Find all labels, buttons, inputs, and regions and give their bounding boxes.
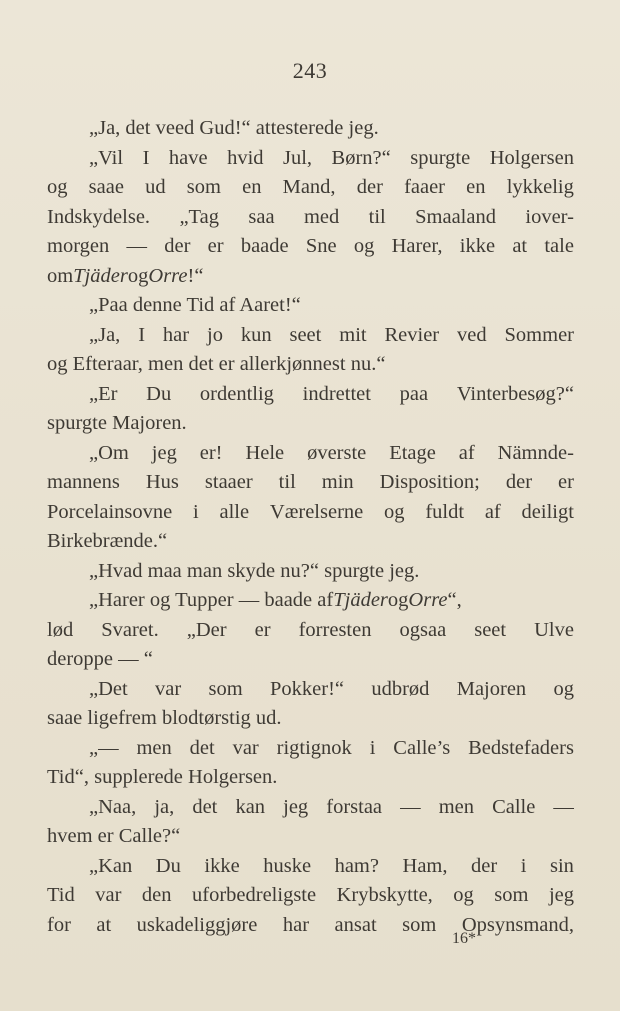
text-line bbox=[47, 763, 574, 793]
word: af bbox=[458, 441, 475, 464]
word: mannens bbox=[47, 471, 120, 493]
word: Jul, bbox=[283, 146, 313, 169]
word: Værelserne bbox=[269, 500, 364, 523]
text-line bbox=[47, 911, 574, 941]
word: huske bbox=[263, 854, 312, 877]
word: — bbox=[126, 235, 147, 257]
word: kan bbox=[235, 795, 266, 818]
word: Tid bbox=[47, 884, 75, 906]
word: var bbox=[232, 736, 259, 759]
word: alle bbox=[219, 500, 250, 523]
word: for bbox=[47, 913, 71, 936]
word: men bbox=[136, 736, 172, 759]
word: Sommer bbox=[504, 323, 574, 346]
text-line bbox=[47, 675, 574, 705]
word: spurgte bbox=[410, 146, 471, 169]
word: faaer bbox=[404, 176, 446, 198]
text-line bbox=[47, 144, 574, 174]
word: Calle’s bbox=[393, 736, 451, 759]
page-number: 243 bbox=[292, 58, 328, 83]
word: Nämnde- bbox=[497, 441, 574, 464]
text-segment-italic: Tjäder bbox=[73, 264, 128, 287]
text-line bbox=[47, 232, 574, 262]
word: Smaaland bbox=[415, 205, 496, 228]
word: fuldt bbox=[425, 500, 465, 523]
word: iover- bbox=[525, 205, 574, 228]
word: Sne bbox=[305, 235, 337, 257]
word: mit bbox=[339, 323, 367, 346]
word: og bbox=[384, 500, 405, 523]
word: Hus bbox=[145, 471, 179, 493]
body-text bbox=[47, 114, 574, 940]
word: og bbox=[453, 884, 474, 906]
word: Disposition; bbox=[379, 471, 480, 493]
word: som bbox=[494, 884, 529, 906]
text-line bbox=[47, 734, 574, 764]
word: Du bbox=[155, 854, 181, 877]
word: forstaa bbox=[326, 795, 383, 818]
word: Harer, bbox=[391, 235, 443, 257]
word: Calle bbox=[492, 795, 536, 818]
text-line bbox=[47, 409, 574, 439]
word: Svaret. bbox=[101, 618, 159, 641]
text-segment: og bbox=[387, 589, 409, 611]
word: har bbox=[162, 323, 190, 346]
word: er! bbox=[199, 441, 223, 464]
word: til bbox=[368, 205, 386, 228]
text-segment: „Ja, det veed Gud!“ attesterede jeg. bbox=[89, 117, 379, 139]
word: som bbox=[402, 913, 437, 936]
word: indrettet bbox=[302, 382, 371, 405]
word: det bbox=[192, 795, 218, 818]
word: „Vil bbox=[89, 146, 124, 169]
word: „— bbox=[89, 736, 119, 759]
signature-mark: 16* bbox=[452, 930, 476, 947]
word: Pokker!“ bbox=[270, 677, 345, 700]
word: I bbox=[138, 323, 146, 346]
word: Mand, bbox=[282, 176, 336, 198]
word: „Kan bbox=[89, 854, 133, 877]
word: ved bbox=[457, 323, 487, 346]
word: der bbox=[471, 854, 498, 877]
text-segment: Tid“, supplerede Holgersen. bbox=[47, 766, 278, 788]
word: der bbox=[164, 235, 191, 257]
word: er bbox=[558, 471, 574, 493]
word: ikke bbox=[204, 854, 240, 877]
word: I bbox=[142, 146, 150, 169]
word: Majoren bbox=[456, 677, 527, 700]
word: var bbox=[155, 677, 182, 700]
word: staaer bbox=[204, 471, 253, 493]
word: Etage bbox=[389, 441, 436, 464]
word: den bbox=[141, 884, 172, 906]
word: jeg bbox=[548, 884, 574, 906]
text-line bbox=[47, 173, 574, 203]
text-segment: “, bbox=[447, 589, 462, 611]
word: Porcelainsovne bbox=[47, 500, 173, 523]
word: som bbox=[208, 677, 243, 700]
text-segment: og Efteraar, men det er allerkjønnest nu.“ bbox=[47, 353, 386, 375]
word: er bbox=[207, 235, 224, 257]
word: forresten bbox=[298, 618, 372, 641]
text-line bbox=[47, 291, 574, 321]
word: saa bbox=[248, 205, 275, 228]
word: i bbox=[193, 500, 199, 523]
word: hvid bbox=[227, 146, 264, 169]
text-line bbox=[47, 793, 574, 823]
text-segment: „Hvad maa man skyde nu?“ spurgte jeg. bbox=[89, 559, 420, 582]
word: i bbox=[520, 854, 527, 877]
word: med bbox=[303, 205, 340, 228]
word: Revier bbox=[384, 323, 440, 346]
text-segment: „Paa denne Tid af Aaret!“ bbox=[89, 294, 301, 316]
word: en bbox=[466, 176, 486, 198]
word: Holgersen bbox=[489, 146, 574, 169]
word: af bbox=[484, 500, 501, 523]
word: i bbox=[369, 736, 376, 759]
word: der bbox=[505, 471, 533, 493]
word: ogsaa bbox=[399, 618, 447, 641]
text-line bbox=[47, 822, 574, 852]
word: morgen bbox=[47, 235, 110, 257]
word: saae bbox=[88, 176, 124, 198]
text-line bbox=[47, 881, 574, 911]
word: „Naa, bbox=[89, 795, 137, 818]
word: Bedstefaders bbox=[468, 736, 574, 759]
word: „Det bbox=[89, 677, 128, 700]
text-segment: saae ligefrem blodtørstig ud. bbox=[47, 707, 282, 729]
word: deiligt bbox=[521, 500, 574, 523]
text-segment: spurgte Majoren. bbox=[47, 412, 187, 434]
word: og bbox=[47, 176, 68, 198]
word: jeg bbox=[283, 795, 309, 818]
word: har bbox=[282, 913, 310, 936]
text-line bbox=[47, 114, 574, 144]
text-line bbox=[47, 852, 574, 882]
word: ja, bbox=[154, 795, 175, 818]
text-segment: deroppe — “ bbox=[47, 648, 153, 670]
word: lykkelig bbox=[506, 176, 574, 198]
word: var bbox=[95, 884, 122, 906]
text-line bbox=[47, 439, 574, 469]
word: baade bbox=[240, 235, 289, 257]
word: til bbox=[278, 471, 296, 493]
word: Ham, bbox=[402, 854, 448, 877]
text-segment-italic: Tjäder bbox=[333, 589, 388, 611]
word: der bbox=[356, 176, 383, 198]
text-segment: om bbox=[47, 264, 74, 287]
word: men bbox=[438, 795, 474, 818]
text-line bbox=[47, 468, 574, 498]
word: udbrød bbox=[371, 677, 430, 700]
text-segment: Birkebrænde.“ bbox=[47, 530, 168, 552]
word: seet bbox=[474, 618, 507, 641]
word: Indskydelse. bbox=[47, 205, 151, 228]
word: ansat bbox=[334, 913, 377, 936]
word: min bbox=[321, 471, 354, 493]
word: Børn?“ bbox=[331, 146, 391, 169]
text-line bbox=[47, 262, 574, 292]
word: Opsynsmand, bbox=[461, 913, 574, 936]
text-line bbox=[47, 527, 574, 557]
word: Du bbox=[146, 382, 172, 405]
text-segment-italic: Orre bbox=[408, 589, 448, 611]
text-segment: hvem er Calle?“ bbox=[47, 825, 181, 847]
word: Ulve bbox=[534, 618, 574, 641]
text-line bbox=[47, 645, 574, 675]
word: øverste bbox=[307, 441, 367, 464]
word: Hele bbox=[245, 441, 285, 464]
text-segment-italic: Orre bbox=[148, 264, 188, 287]
text-segment: „Harer og Tupper — baade af bbox=[89, 589, 334, 611]
word: — bbox=[400, 795, 421, 818]
word: er bbox=[254, 618, 271, 641]
word: en bbox=[242, 176, 262, 198]
word: — bbox=[553, 795, 574, 818]
text-line bbox=[47, 321, 574, 351]
word: uskadeliggjøre bbox=[136, 913, 258, 936]
word: og bbox=[353, 235, 375, 257]
word: sin bbox=[549, 854, 574, 877]
text-segment: !“ bbox=[187, 264, 204, 287]
word: jeg bbox=[151, 441, 177, 464]
word: ikke bbox=[459, 235, 496, 257]
text-line bbox=[47, 704, 574, 734]
word: „Der bbox=[186, 618, 227, 641]
word: tale bbox=[544, 235, 574, 257]
word: og bbox=[553, 677, 574, 700]
word: „Ja, bbox=[89, 323, 121, 346]
text-segment: og bbox=[127, 264, 149, 287]
word: ud bbox=[145, 176, 166, 198]
word: at bbox=[96, 913, 112, 936]
text-line bbox=[47, 498, 574, 528]
word: ham? bbox=[334, 854, 379, 877]
word: paa bbox=[399, 382, 429, 405]
text-line bbox=[47, 616, 574, 646]
word: „Om bbox=[89, 441, 129, 464]
text-line bbox=[47, 557, 574, 587]
word: Krybskytte, bbox=[336, 884, 433, 906]
word: rigtignok bbox=[276, 736, 352, 759]
text-line bbox=[47, 586, 574, 616]
word: lød bbox=[47, 618, 74, 641]
word: have bbox=[168, 146, 208, 169]
word: „Er bbox=[89, 382, 118, 405]
text-line bbox=[47, 380, 574, 410]
word: seet bbox=[289, 323, 322, 346]
text-line bbox=[47, 203, 574, 233]
text-line bbox=[47, 350, 574, 380]
word: kun bbox=[240, 323, 272, 346]
word: som bbox=[186, 176, 221, 198]
word: Vinterbesøg?“ bbox=[456, 382, 574, 405]
word: uforbedreligste bbox=[192, 884, 317, 906]
word: jo bbox=[207, 323, 223, 346]
word: at bbox=[512, 235, 528, 257]
word: det bbox=[189, 736, 215, 759]
word: ordentlig bbox=[199, 382, 274, 405]
word: „Tag bbox=[179, 205, 219, 228]
